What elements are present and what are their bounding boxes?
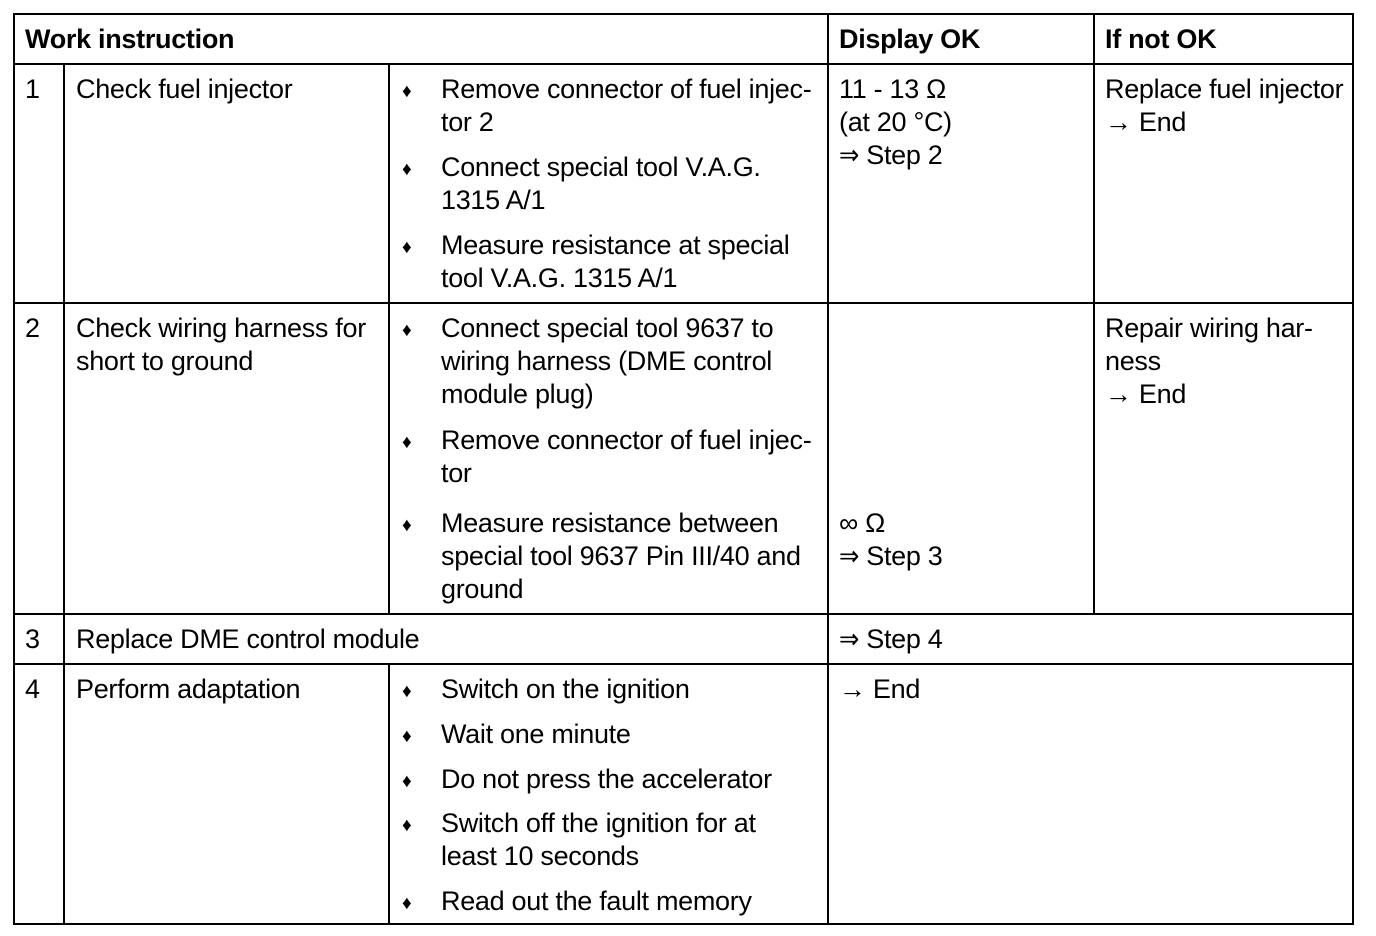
row-2-step-3-line-1: Measure resistance between [441, 508, 779, 538]
row-2-task-line-2: short to ground [76, 346, 254, 376]
row-1-if-not-ok-line-2: → End [1105, 107, 1187, 137]
row-1-step-3-line-2: tool V.A.G. 1315 A/1 [441, 263, 678, 293]
bullet-icon: ♦ [402, 815, 412, 836]
row-3-number: 3 [25, 624, 40, 654]
row-2-if-not-ok-line-3: → End [1105, 379, 1187, 409]
row-4-display-ok: → End [839, 674, 921, 704]
row-1-step-2-line-2: 1315 A/1 [441, 185, 546, 215]
col-divider-steps-r4 [388, 663, 390, 925]
header-divider [13, 63, 1354, 65]
bullet-icon: ♦ [402, 726, 412, 747]
row-4-number: 4 [25, 674, 40, 704]
bullet-icon: ♦ [402, 681, 412, 702]
row-2-display-ok-line-2: ⇒ Step 3 [839, 541, 943, 571]
row-1-step-3-line-1: Measure resistance at special [441, 230, 790, 260]
row-1-task: Check fuel injector [76, 74, 293, 104]
col-divider-ifnot [1093, 13, 1095, 615]
row-1-display-ok-line-3: ⇒ Step 2 [839, 140, 943, 170]
bullet-icon: ♦ [402, 320, 412, 341]
row-1-display-ok-line-1: 11 - 13 Ω [839, 74, 947, 104]
col-divider-steps-r1-2 [388, 63, 390, 615]
row-2-if-not-ok-line-1: Repair wiring har- [1105, 313, 1313, 343]
row-2-step-2-line-2: tor [441, 458, 472, 488]
row-4-step-2: Wait one minute [441, 719, 631, 749]
row-2-step-3-line-3: ground [441, 574, 524, 604]
row-3-display-ok: ⇒ Step 4 [839, 624, 943, 654]
row-2-step-3-line-2: special tool 9637 Pin III/40 and [441, 541, 801, 571]
row-2-step-1-line-2: wiring harness (DME control [441, 346, 773, 376]
bullet-icon: ♦ [402, 81, 412, 102]
table-border-top [13, 13, 1354, 15]
bullet-icon: ♦ [402, 515, 412, 536]
row-divider-3 [13, 663, 1354, 665]
row-2-task-line-1: Check wiring harness for [76, 313, 366, 343]
row-1-step-1-line-1: Remove connector of fuel injec- [441, 74, 812, 104]
row-1-step-1-line-2: tor 2 [441, 107, 494, 137]
row-2-step-2-line-1: Remove connector of fuel injec- [441, 425, 812, 455]
row-2-step-1-line-3: module plug) [441, 379, 594, 409]
row-2-step-1-line-1: Connect special tool 9637 to [441, 313, 774, 343]
row-4-task: Perform adaptation [76, 674, 301, 704]
bullet-icon: ♦ [402, 893, 412, 914]
row-2-if-not-ok-line-2: ness [1105, 346, 1161, 376]
header-if-not-ok: If not OK [1105, 24, 1217, 54]
table-border-bottom [13, 923, 1354, 925]
row-4-step-4-line-2: least 10 seconds [441, 841, 639, 871]
row-1-display-ok-line-2: (at 20 °C) [839, 107, 952, 137]
row-2-display-ok-line-1: ∞ Ω [839, 508, 886, 538]
row-4-step-3: Do not press the accelerator [441, 764, 772, 794]
row-3-task: Replace DME control module [76, 624, 420, 654]
row-4-step-5: Read out the fault memory [441, 886, 752, 916]
bullet-icon: ♦ [402, 771, 412, 792]
col-divider-num [63, 63, 65, 925]
bullet-icon: ♦ [402, 159, 412, 180]
bullet-icon: ♦ [402, 237, 412, 258]
row-2-number: 2 [25, 313, 40, 343]
row-divider-2 [13, 613, 1354, 615]
table-border-right [1352, 13, 1354, 925]
row-4-step-1: Switch on the ignition [441, 674, 690, 704]
col-divider-display [827, 13, 829, 925]
header-display-ok: Display OK [839, 24, 981, 54]
table-border-left [13, 13, 15, 925]
row-4-step-4-line-1: Switch off the ignition for at [441, 808, 756, 838]
row-1-if-not-ok-line-1: Replace fuel injector [1105, 74, 1344, 104]
bullet-icon: ♦ [402, 432, 412, 453]
row-1-step-2-line-1: Connect special tool V.A.G. [441, 152, 761, 182]
row-divider-1 [13, 302, 1354, 304]
row-1-number: 1 [25, 74, 40, 104]
header-work-instruction: Work instruction [25, 24, 235, 54]
